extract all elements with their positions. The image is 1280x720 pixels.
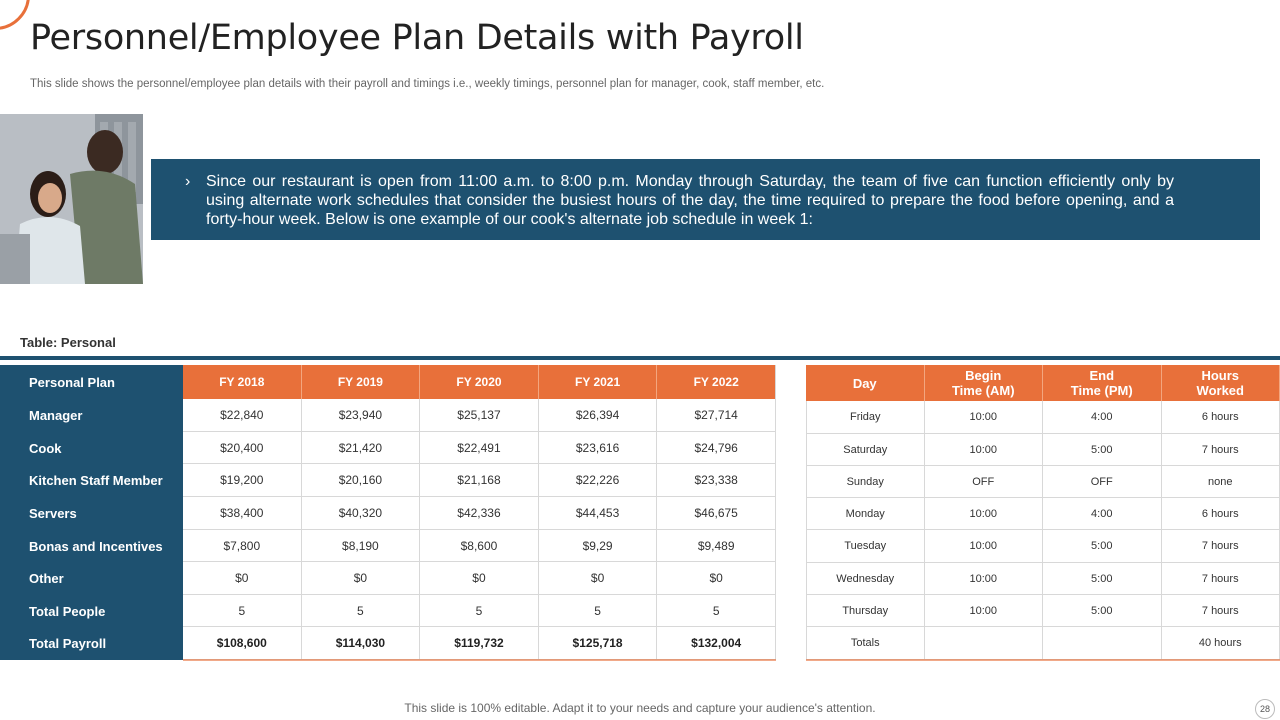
table-cell: $23,616: [539, 432, 658, 464]
table-cell: 5: [657, 595, 776, 627]
table-cell: $132,004: [657, 627, 776, 660]
table-cell: $119,732: [420, 627, 539, 660]
table-cell: $125,718: [539, 627, 658, 660]
table-cell: 5: [302, 595, 421, 627]
table-cell: 5: [539, 595, 658, 627]
row-label: Total People: [29, 603, 106, 619]
payroll-table: [0, 365, 776, 660]
table-cell: $0: [183, 562, 302, 595]
table-cell: OFF: [925, 466, 1044, 498]
header-cell: FY 2020: [420, 365, 539, 399]
row-label: Kitchen Staff Member: [29, 473, 163, 488]
table-row: [0, 595, 776, 627]
table-cell: $27,714: [657, 399, 776, 432]
table-cell: 10:00: [925, 530, 1044, 563]
table-cell: $22,840: [183, 399, 302, 432]
table-cell: 10:00: [925, 498, 1044, 530]
table-cell: 7 hours: [1162, 530, 1280, 563]
table-cell: 5:00: [1043, 595, 1162, 627]
table-cell: 7 hours: [1162, 595, 1280, 627]
row-label: Other: [29, 571, 64, 586]
table-cell: $0: [657, 562, 776, 595]
table-cell: $26,394: [539, 399, 658, 432]
footer-note: This slide is 100% editable. Adapt it to your needs and capture your audience's attention.: [404, 701, 876, 715]
page-number: 28: [1255, 699, 1275, 719]
chevron-right-icon: ›: [185, 173, 191, 190]
table-cell: Friday: [806, 401, 925, 434]
table-cell: $44,453: [539, 497, 658, 530]
header-cell: Personal Plan: [29, 374, 115, 390]
page-title: Personnel/Employee Plan Details with Payroll: [30, 18, 804, 58]
table-cell: 10:00: [925, 434, 1044, 466]
table-cell: $38,400: [183, 497, 302, 530]
table-cell: 10:00: [925, 401, 1044, 434]
table-cell: Thursday: [806, 595, 925, 627]
corner-decoration: [0, 0, 30, 30]
table-cell: 6 hours: [1162, 498, 1280, 530]
table-header-row: [806, 365, 1280, 401]
table-cell: OFF: [1043, 466, 1162, 498]
schedule-table: [806, 365, 1280, 660]
table-cell: Totals: [806, 627, 925, 660]
header-cell: Hours Worked: [1162, 365, 1280, 401]
table-cell: $114,030: [302, 627, 421, 660]
header-cell: Day: [806, 365, 925, 401]
table-cell: 10:00: [925, 595, 1044, 627]
table-cell: $19,200: [183, 464, 302, 497]
table-cell: $22,491: [420, 432, 539, 464]
table-row: [806, 466, 1280, 498]
table-cell: $46,675: [657, 497, 776, 530]
table-total-row: [0, 627, 776, 660]
table-row: [806, 595, 1280, 627]
table-cell: [925, 627, 1044, 660]
header-cell: FY 2018: [183, 365, 302, 399]
table-cell: $0: [302, 562, 421, 595]
table-caption: Table: Personal: [20, 335, 116, 350]
table-cell: 40 hours: [1162, 627, 1280, 660]
table-row: [0, 562, 776, 595]
row-label: Servers: [29, 506, 77, 521]
table-cell: $0: [420, 562, 539, 595]
table-cell: $24,796: [657, 432, 776, 464]
header-cell: FY 2021: [539, 365, 658, 399]
table-cell: 5:00: [1043, 563, 1162, 595]
table-cell: Wednesday: [806, 563, 925, 595]
table-cell: 4:00: [1043, 498, 1162, 530]
row-label: Bonas and Incentives: [29, 538, 163, 554]
table-cell: $23,940: [302, 399, 421, 432]
table-cell: Saturday: [806, 434, 925, 466]
table-cell: $20,160: [302, 464, 421, 497]
table-cell: 10:00: [925, 563, 1044, 595]
table-total-row: [806, 627, 1280, 660]
table-cell: $9,489: [657, 530, 776, 562]
row-label: Total Payroll: [29, 636, 107, 651]
table-row: [806, 498, 1280, 530]
row-label: Manager: [29, 408, 83, 423]
divider: [0, 356, 1280, 360]
banner-text: Since our restaurant is open from 11:00 a.m. to 8:00 p.m. Monday through Saturday, the team of five can function efficiently only by using alternate work schedules that consider the busiest hours of the day, the time required to prepare the food before opening, and a forty-hour week. Below is one example of our cook's alternate job schedule in week 1:: [206, 173, 1174, 228]
table-header-row: [0, 365, 776, 399]
table-row: [0, 530, 776, 562]
table-cell: $21,420: [302, 432, 421, 464]
table-cell: $108,600: [183, 627, 302, 660]
table-cell: $8,190: [302, 530, 421, 562]
table-cell: 5:00: [1043, 434, 1162, 466]
table-cell: $42,336: [420, 497, 539, 530]
header-cell: Begin Time (AM): [925, 365, 1044, 401]
header-cell: FY 2019: [302, 365, 421, 399]
table-cell: $25,137: [420, 399, 539, 432]
table-cell: 5: [183, 595, 302, 627]
table-row: [0, 432, 776, 464]
table-cell: 5:00: [1043, 530, 1162, 563]
table-cell: $0: [539, 562, 658, 595]
table-row: [806, 563, 1280, 595]
table-cell: none: [1162, 466, 1280, 498]
table-cell: [1043, 627, 1162, 660]
table-cell: 7 hours: [1162, 434, 1280, 466]
table-cell: 5: [420, 595, 539, 627]
table-cell: $20,400: [183, 432, 302, 464]
table-cell: Sunday: [806, 466, 925, 498]
table-cell: $40,320: [302, 497, 421, 530]
table-cell: $9,29: [539, 530, 658, 562]
table-cell: 7 hours: [1162, 563, 1280, 595]
table-row: [806, 434, 1280, 466]
header-cell: FY 2022: [657, 365, 776, 399]
table-cell: $7,800: [183, 530, 302, 562]
table-cell: $8,600: [420, 530, 539, 562]
table-row: [0, 464, 776, 497]
table-bottom-border: [806, 659, 1280, 661]
table-cell: Monday: [806, 498, 925, 530]
table-cell: $22,226: [539, 464, 658, 497]
table-cell: 6 hours: [1162, 401, 1280, 434]
table-cell: 4:00: [1043, 401, 1162, 434]
table-bottom-border: [183, 659, 776, 661]
table-cell: $23,338: [657, 464, 776, 497]
table-row: [806, 401, 1280, 434]
office-photo: [0, 114, 143, 284]
header-cell: End Time (PM): [1043, 365, 1162, 401]
table-row: [806, 530, 1280, 563]
table-row: [0, 399, 776, 432]
table-cell: $21,168: [420, 464, 539, 497]
table-row: [0, 497, 776, 530]
info-banner: [151, 159, 1260, 240]
row-label: Cook: [29, 440, 62, 456]
page-subtitle: This slide shows the personnel/employee plan details with their payroll and timings i.e., weekly timings, personnel plan for manager, cook, staff member, etc.: [30, 78, 825, 90]
table-cell: Tuesday: [806, 530, 925, 563]
